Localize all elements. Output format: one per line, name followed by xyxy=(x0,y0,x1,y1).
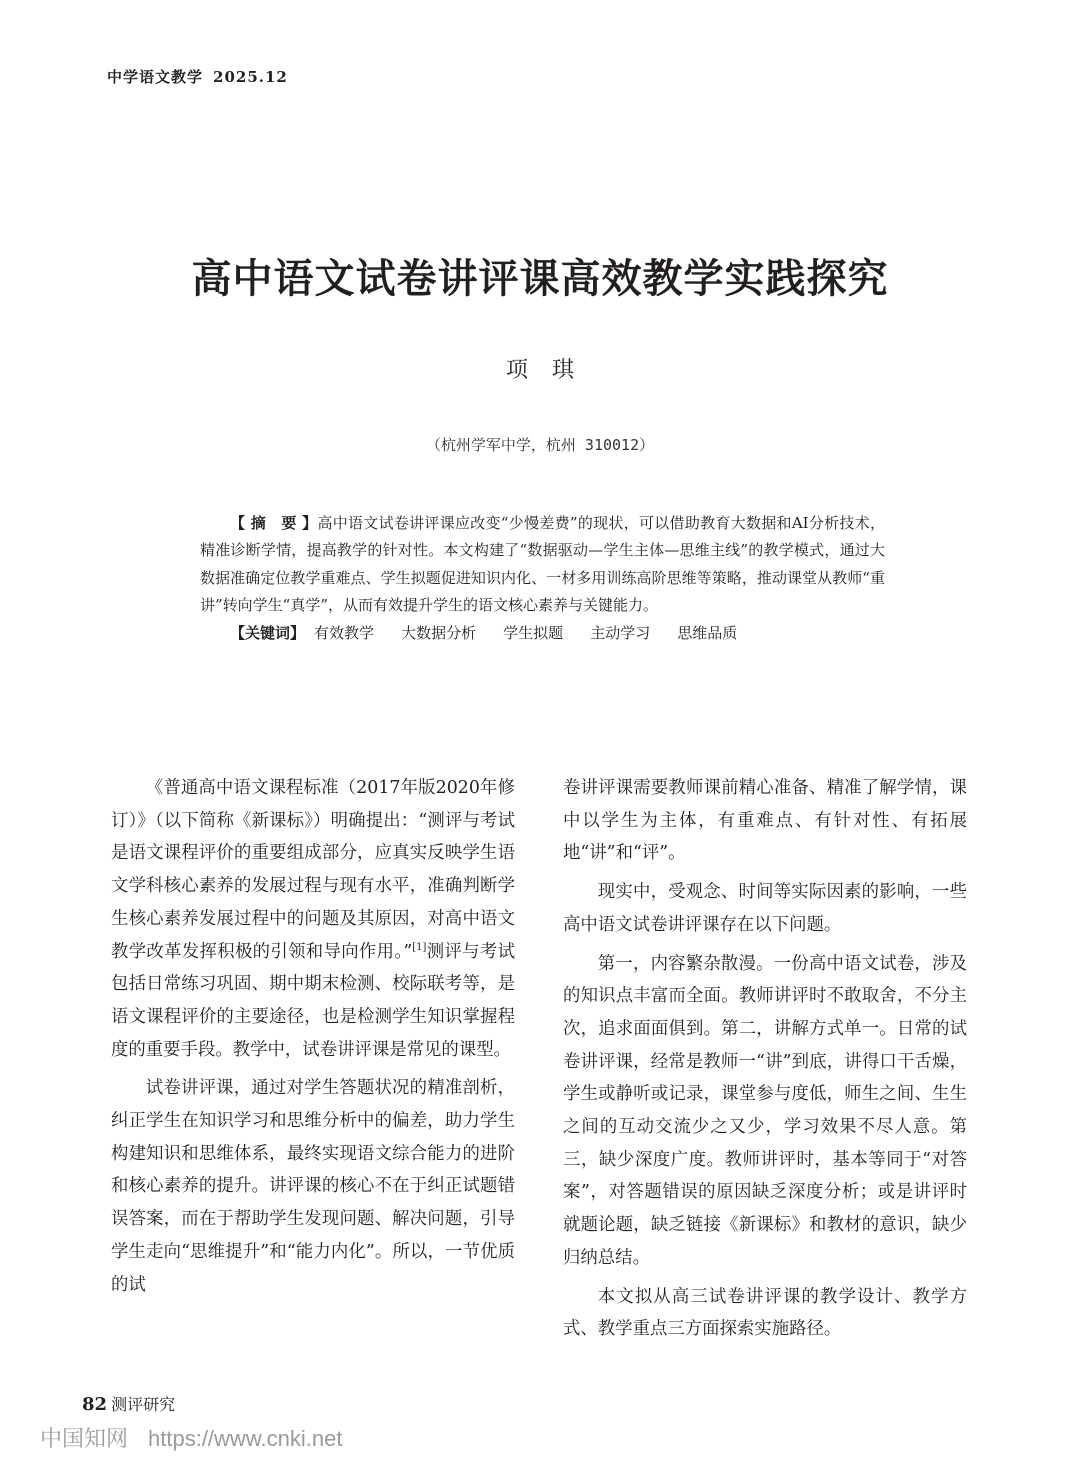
abstract-text: 高中语文试卷讲评课应改变“少慢差费”的现状，可以借助教育大数据和AI分析技术，精准诊断学情，提高教学的针对性。本文构建了“数据驱动—学生主体—思维主线”的教学模式，通过大数据准确定位教学重难点、学生拟题促进知识内化、一材多用训练高阶思维等策略，推动课堂从教师“重讲”转向学生“真学”，从而有效提升学生的语文核心素养与关键能力。 xyxy=(200,514,885,615)
author-affiliation: （杭州学军中学，杭州 310012） xyxy=(425,436,655,454)
keyword: 学生拟题 xyxy=(503,623,564,642)
abstract-block xyxy=(200,510,885,647)
section-name: 测评研究 xyxy=(111,1395,176,1414)
paragraph-text: 《普通高中语文课程标准（2017年版2020年修订）》（以下简称《新课标》）明确提出：“测评与考试是语文课程评价的重要组成部分，应真实反映学生语文学科核心素养的发展过程与现有水平，准确判断学生核心素养发展过程中的问题及其原因，对高中语文教学改革发挥积极的引领和导向作用。” xyxy=(111,778,515,962)
body-paragraph: 卷讲评课需要教师课前精心准备、精准了解学情，课中以学生为主体，有重难点、有针对性、有拓展地“讲”和“评”。 xyxy=(563,778,967,864)
body-paragraph: 试卷讲评课，通过对学生答题状况的精准剖析，纠正学生在知识学习和思维分析中的偏差，助力学生构建知识和思维体系，最终实现语文综合能力的进阶和核心素养的提升。讲评课的核心不在于纠正试题错误答案，而在于帮助学生发现问题、解决问题，引导学生走向“思维提升”和“能力内化”。所以，一节优质的试 xyxy=(111,1078,515,1295)
abstract-paragraph xyxy=(200,510,885,620)
keyword: 思维品质 xyxy=(677,623,738,642)
journal-issue: 2025.12 xyxy=(213,68,288,86)
citation-ref: [1] xyxy=(412,941,427,953)
page-number: 82 xyxy=(82,1394,108,1415)
journal-header xyxy=(107,66,288,87)
body-paragraph: 本文拟从高三试卷讲评课的教学设计、教学方式、教学重点三方面探索实施路径。 xyxy=(563,1286,967,1340)
keyword: 主动学习 xyxy=(590,623,651,642)
body-paragraph xyxy=(111,772,515,1066)
body-paragraph: 现实中，受观念、时间等实际因素的影响，一些高中语文试卷讲评课存在以下问题。 xyxy=(563,882,967,935)
paragraph-text: 测评与考试包括日常练习巩固、期中期末检测、校际联考等，是语文课程评价的主要途径，也是检测学生知识掌握程度的重要手段。教学中，试卷讲评课是常见的课型。 xyxy=(111,941,515,1060)
body-column-left xyxy=(111,772,515,1307)
body-column-right xyxy=(563,772,967,1352)
keyword: 有效教学 xyxy=(314,623,375,642)
watermark-url: https://www.cnki.net xyxy=(148,1426,343,1451)
keywords-label: 【关键词】 xyxy=(230,623,306,642)
body-paragraph: 第一，内容繁杂散漫。一份高中语文试卷，涉及的知识点丰富而全面。教师讲评时不敢取舍，不分主次，追求面面俱到。第二，讲解方式单一。日常的试卷讲评课，经常是教师一“讲”到底，讲得口干舌燥，学生或静听或记录，课堂参与度低，师生之间、生生之间的互动交流少之又少，学习效果不尽人意。第三，缺少深度广度。教师讲评时，基本等同于“对答案”，对答题错误的原因缺乏深度分析；或是讲评时就题论题，缺乏链接《新课标》和教材的意识，缺少归纳总结。 xyxy=(563,953,967,1268)
journal-name: 中学语文教学 xyxy=(107,68,204,86)
page-footer xyxy=(82,1392,175,1415)
article-author: 项琪 xyxy=(505,358,598,383)
cnki-watermark xyxy=(40,1422,342,1453)
keywords-line xyxy=(200,620,885,647)
watermark-site: 中国知网 xyxy=(40,1427,129,1452)
article-title: 高中语文试卷讲评课高效教学实践探究 xyxy=(191,255,889,302)
keyword: 大数据分析 xyxy=(401,623,477,642)
abstract-label: 【 摘 要 】 xyxy=(230,514,318,532)
